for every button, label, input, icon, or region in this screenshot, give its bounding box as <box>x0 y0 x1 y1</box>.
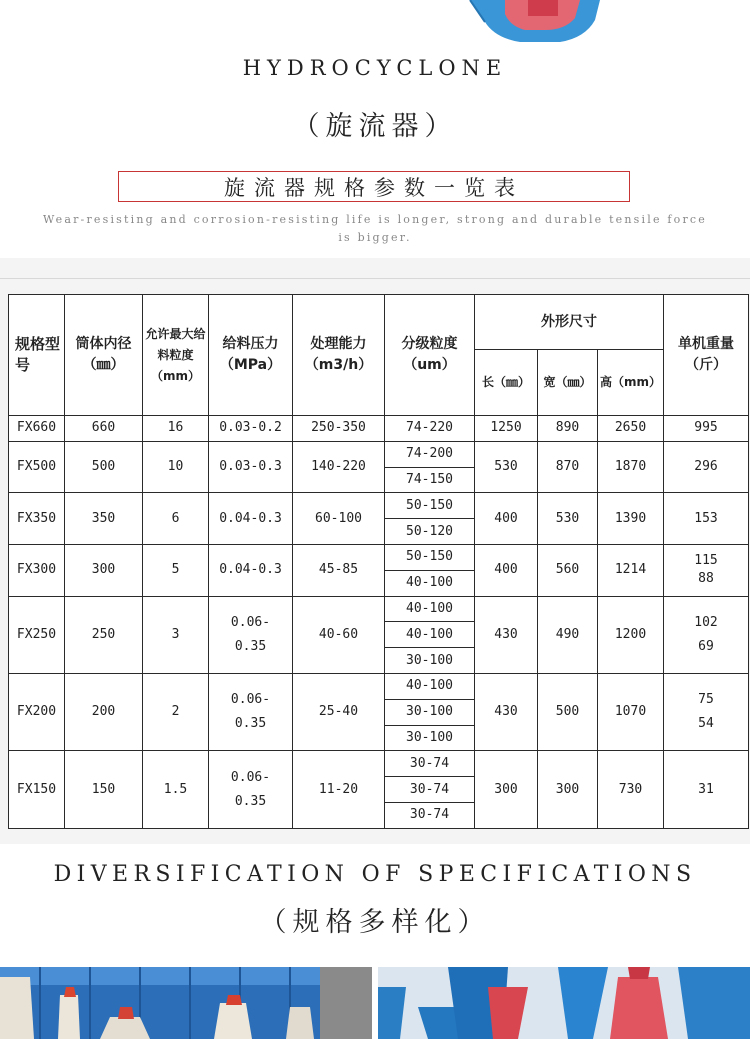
cell-capacity: 11-20 <box>293 751 385 828</box>
cell-height: 730 <box>598 751 664 828</box>
cell-grading: 30-74 <box>385 751 475 777</box>
hydrocyclone-title-cn: （旋流器） <box>292 111 458 142</box>
cell-weight: 31 <box>664 751 749 828</box>
product-photo-right <box>378 967 750 1039</box>
hydrocyclone-title: HYDROCYCLONE <box>242 56 508 80</box>
spec-table-banner: 旋流器规格参数一览表 <box>118 171 630 202</box>
cell-grading: 30-100 <box>385 699 475 725</box>
table-row <box>9 673 749 699</box>
table-row <box>9 416 749 442</box>
table-row <box>9 493 749 519</box>
cell-weight: 75 54 <box>664 673 749 750</box>
table-row <box>9 751 749 777</box>
spec-table <box>8 294 749 829</box>
cell-diameter: 250 <box>65 596 143 673</box>
cell-height: 1070 <box>598 673 664 750</box>
cell-grading: 40-100 <box>385 570 475 596</box>
cell-width: 500 <box>538 673 598 750</box>
header-diameter: 筒体内径（㎜） <box>65 295 143 416</box>
diversification-title: DIVERSIFICATION OF SPECIFICATIONS <box>53 862 697 887</box>
divider <box>0 278 750 279</box>
table-row <box>9 544 749 570</box>
spec-table-area <box>0 258 750 844</box>
cell-width: 560 <box>538 544 598 596</box>
cell-particle: 16 <box>143 416 209 442</box>
header-grading: 分级粒度（um） <box>385 295 475 416</box>
cell-weight: 153 <box>664 493 749 545</box>
cell-height: 2650 <box>598 416 664 442</box>
header-width: 宽（㎜） <box>538 350 598 416</box>
cell-grading: 50-150 <box>385 493 475 519</box>
table-row <box>9 596 749 622</box>
cell-length: 400 <box>475 544 538 596</box>
cell-grading: 50-120 <box>385 519 475 545</box>
product-image-top <box>0 0 750 50</box>
cell-grading: 74-150 <box>385 467 475 493</box>
cell-diameter: 500 <box>65 441 143 493</box>
header-length: 长（㎜） <box>475 350 538 416</box>
cell-width: 870 <box>538 441 598 493</box>
cell-particle: 5 <box>143 544 209 596</box>
cell-particle: 6 <box>143 493 209 545</box>
cell-grading: 40-100 <box>385 673 475 699</box>
table-row <box>9 441 749 467</box>
cell-pressure: 0.04-0.3 <box>209 544 293 596</box>
cell-weight: 995 <box>664 416 749 442</box>
cell-capacity: 45-85 <box>293 544 385 596</box>
cell-model: FX250 <box>9 596 65 673</box>
cell-height: 1214 <box>598 544 664 596</box>
cell-model: FX660 <box>9 416 65 442</box>
cell-model: FX200 <box>9 673 65 750</box>
cell-pressure: 0.06- 0.35 <box>209 596 293 673</box>
header-model: 规格型号 <box>9 295 65 416</box>
cell-diameter: 200 <box>65 673 143 750</box>
diversification-title-cn: （规格多样化） <box>259 907 491 938</box>
cell-length: 400 <box>475 493 538 545</box>
cell-grading: 30-100 <box>385 725 475 751</box>
cell-grading: 74-200 <box>385 441 475 467</box>
cell-length: 1250 <box>475 416 538 442</box>
cell-grading: 30-100 <box>385 648 475 674</box>
cell-weight: 296 <box>664 441 749 493</box>
header-height: 高（mm） <box>598 350 664 416</box>
cell-particle: 1.5 <box>143 751 209 828</box>
cell-diameter: 660 <box>65 416 143 442</box>
cell-weight: 115 88 <box>664 544 749 596</box>
cell-length: 530 <box>475 441 538 493</box>
cell-pressure: 0.06- 0.35 <box>209 751 293 828</box>
header-dimensions: 外形尺寸 <box>475 295 664 350</box>
cell-grading: 30-74 <box>385 802 475 828</box>
cell-model: FX150 <box>9 751 65 828</box>
cell-diameter: 300 <box>65 544 143 596</box>
cell-height: 1390 <box>598 493 664 545</box>
cell-capacity: 25-40 <box>293 673 385 750</box>
cell-particle: 2 <box>143 673 209 750</box>
cell-model: FX500 <box>9 441 65 493</box>
cell-pressure: 0.04-0.3 <box>209 493 293 545</box>
cell-width: 300 <box>538 751 598 828</box>
cell-capacity: 140-220 <box>293 441 385 493</box>
cell-width: 890 <box>538 416 598 442</box>
tagline: Wear-resisting and corrosion-resisting life is longer, strong and durable tensile force is bigger. <box>43 213 707 244</box>
header-pressure: 给料压力（MPa） <box>209 295 293 416</box>
header-capacity: 处理能力（m3/h） <box>293 295 385 416</box>
cell-grading: 40-100 <box>385 596 475 622</box>
cell-grading: 74-220 <box>385 416 475 442</box>
cell-diameter: 350 <box>65 493 143 545</box>
cell-width: 530 <box>538 493 598 545</box>
header-particle: 允许最大给料粒度（mm） <box>143 295 209 416</box>
cell-diameter: 150 <box>65 751 143 828</box>
cell-height: 1870 <box>598 441 664 493</box>
cell-weight: 102 69 <box>664 596 749 673</box>
cell-pressure: 0.03-0.2 <box>209 416 293 442</box>
header-weight: 单机重量（斤） <box>664 295 749 416</box>
cell-grading: 30-74 <box>385 777 475 803</box>
cell-length: 430 <box>475 596 538 673</box>
cell-width: 490 <box>538 596 598 673</box>
cell-model: FX300 <box>9 544 65 596</box>
cell-grading: 40-100 <box>385 622 475 648</box>
cell-particle: 10 <box>143 441 209 493</box>
cell-pressure: 0.03-0.3 <box>209 441 293 493</box>
cell-capacity: 60-100 <box>293 493 385 545</box>
product-photo-left <box>0 967 372 1039</box>
cell-length: 300 <box>475 751 538 828</box>
cell-length: 430 <box>475 673 538 750</box>
cell-particle: 3 <box>143 596 209 673</box>
cell-capacity: 250-350 <box>293 416 385 442</box>
cell-height: 1200 <box>598 596 664 673</box>
cell-pressure: 0.06- 0.35 <box>209 673 293 750</box>
cell-model: FX350 <box>9 493 65 545</box>
cell-grading: 50-150 <box>385 544 475 570</box>
cell-capacity: 40-60 <box>293 596 385 673</box>
